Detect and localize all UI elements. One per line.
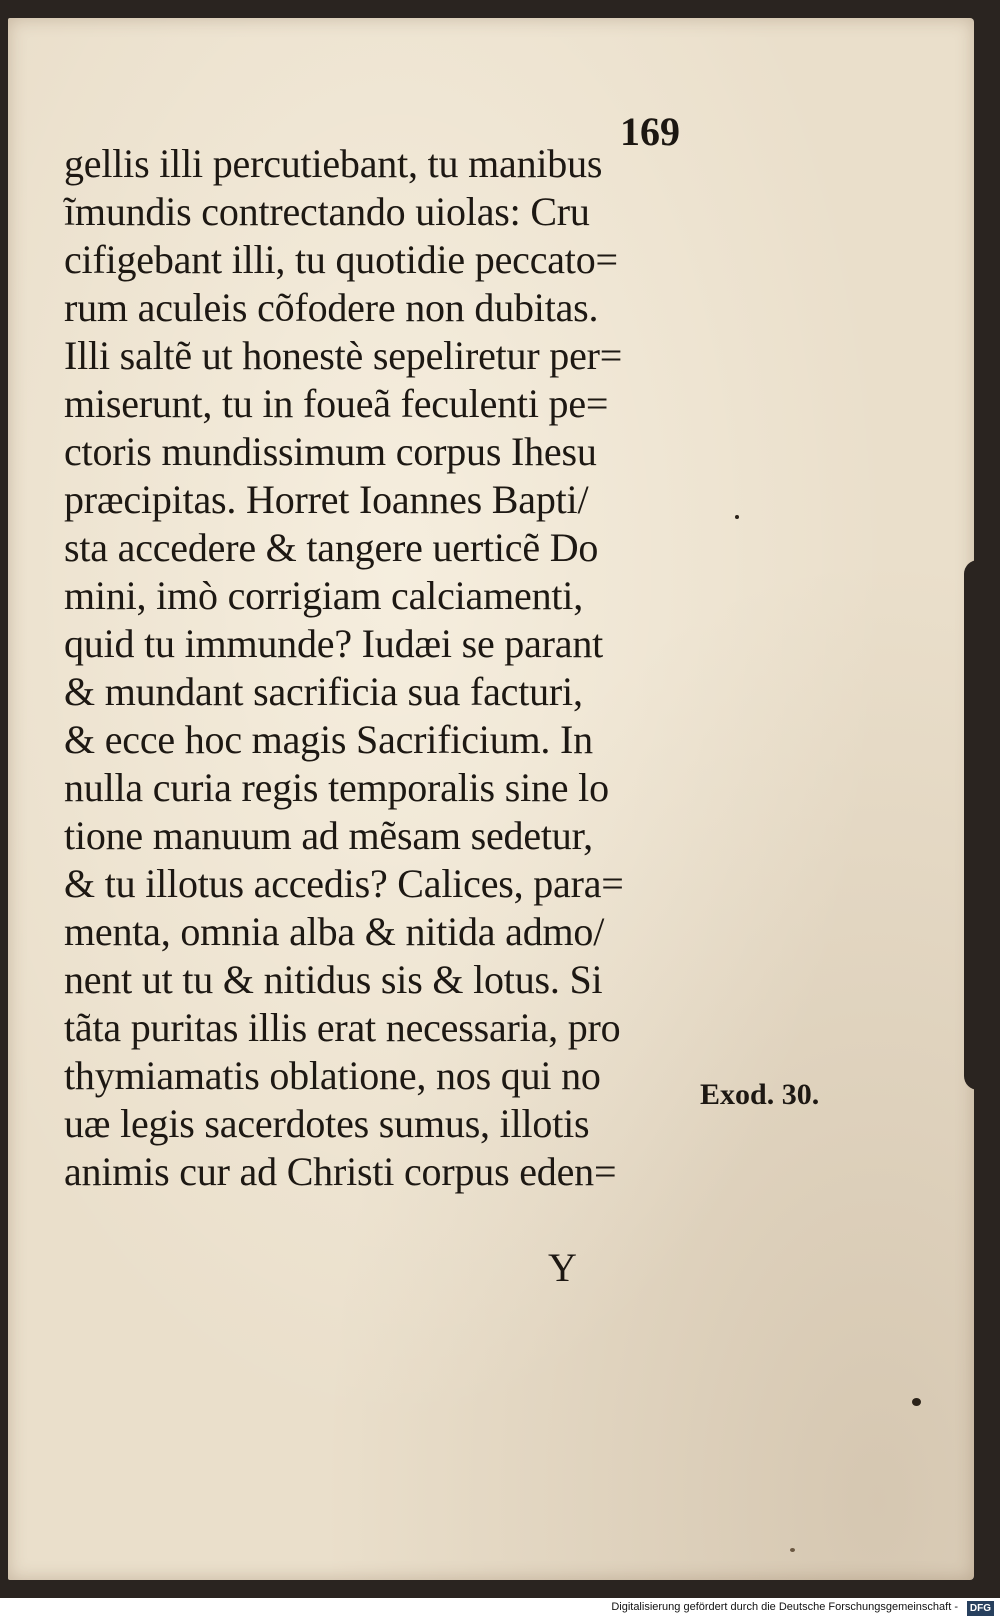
text-line: mini, imò corrigiam calciamenti, [64,573,583,618]
text-line: ĩmundis contrectando uiolas: Cru [64,189,590,234]
marginal-note: Exod. 30. [700,1078,820,1111]
text-line: nent ut tu & nitidus sis & lotus. Si [64,957,603,1002]
text-line: nulla curia regis temporalis sine lo [64,765,609,810]
text-line: uæ legis sacerdotes sumus, illotis [64,1101,590,1146]
body-text [64,140,684,1196]
catchword: Y [548,1245,577,1290]
text-line: gellis illi percutiebant, tu manibus [64,141,603,186]
ink-speck [790,1548,795,1552]
text-line: menta, omnia alba & nitida admo/ [64,909,605,954]
page-number: 169 [620,109,680,154]
text-line: quid tu immunde? Iudæi se parant [64,621,604,666]
text-line: & mundant sacrificia sua facturi, [64,669,583,714]
ink-speck [735,515,739,519]
text-line: cifigebant illi, tu quotidie peccato= [64,237,618,282]
text-line: & tu illotus accedis? Calices, para= [64,861,624,906]
text-line: tãta puritas illis erat necessaria, pro [64,1005,621,1050]
torn-page-edge [964,560,988,1090]
ink-speck [912,1398,921,1406]
text-line: ctoris mundissimum corpus Ihesu [64,429,597,474]
text-line: sta accedere & tangere uerticẽ Do [64,525,599,570]
dfg-logo: DFG [967,1601,994,1616]
text-line: tione manuum ad mẽsam sedetur, [64,813,593,858]
text-line: rum aculeis cõfodere non dubitas. [64,285,599,330]
text-line: miserunt, tu in foueã feculenti pe= [64,381,609,426]
text-line: thymiamatis oblatione, nos qui no [64,1053,601,1098]
digitization-credit: Digitalisierung gefördert durch die Deutsche Forschungsgemeinschaft - [611,1601,958,1613]
text-line: animis cur ad Christi corpus eden= [64,1149,617,1194]
text-line: præcipitas. Horret Ioannes Bapti/ [64,477,589,522]
text-line: & ecce hoc magis Sacrificium. In [64,717,593,762]
text-line: Illi saltẽ ut honestè sepeliretur per= [64,333,623,378]
footer-bar [0,1598,1000,1620]
